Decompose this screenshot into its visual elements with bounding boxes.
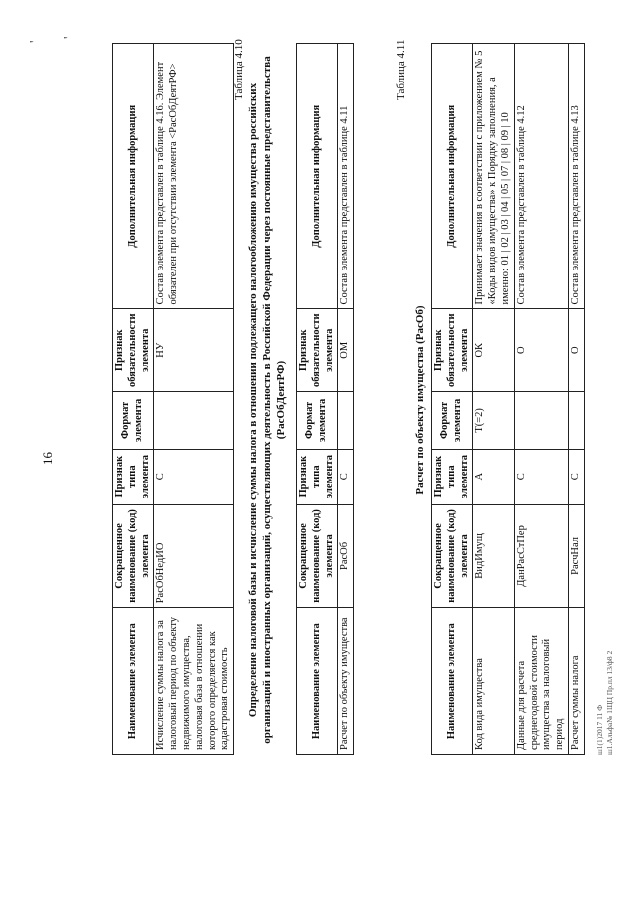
cell: [338, 392, 354, 450]
col-header: Формат элемента: [297, 392, 338, 450]
col-header: Признак обязательности элемента: [432, 309, 473, 392]
col-header: Наименование элемента: [113, 608, 154, 755]
cell: Расчет по объекту имущества: [338, 608, 354, 755]
col-header: Дополнительная информация: [113, 44, 154, 309]
col-header: Признак обязательности элемента: [297, 309, 338, 392]
table-row: [154, 44, 234, 755]
footer-line: ш1(1)2017 11 Ф: [595, 704, 604, 755]
cell: С: [514, 449, 568, 504]
scan-mark: ': [28, 40, 43, 43]
cell: Принимает значения в соответствии с приложением № 5 «Коды видов имущества» к Порядку заполнения, а именно: 01 | 02 | 03 | 04 | 05 | 07 | 08 | 09 | 10: [473, 44, 514, 309]
cell: С: [154, 449, 234, 504]
cell: О: [514, 309, 568, 392]
table-label: Таблица 4.10: [233, 39, 245, 100]
col-header: Признак типа элемента: [432, 449, 473, 504]
cell: Состав элемента представлен в таблице 4.13: [568, 44, 584, 309]
table-4-11: [431, 43, 585, 755]
cell: ДанРасСтПер: [514, 504, 568, 608]
cell: Расчет суммы налога: [568, 608, 584, 755]
cell: РасОбНедИО: [154, 504, 234, 608]
cell: [154, 392, 234, 450]
cell: С: [568, 449, 584, 504]
cell: Код вида имущества: [473, 608, 514, 755]
table-header-row: [432, 44, 473, 755]
cell: Исчисление суммы налога за налоговый период по объекту недвижимого имущества, налоговая база в отношении которого определяется как кадастровая стоимость: [154, 608, 234, 755]
table-header-row: [113, 44, 154, 755]
table-row: [473, 44, 514, 755]
col-header: Признак типа элемента: [297, 449, 338, 504]
table-header-row: [297, 44, 338, 755]
cell: А: [473, 449, 514, 504]
cell: С: [338, 449, 354, 504]
col-header: Сокращенное наименование (код) элемента: [113, 504, 154, 608]
table-continuation: [112, 43, 234, 755]
cell: Состав элемента представлен в таблице 4.16. Элемент обязателен при отсутствии элемента <РасОбДеятРФ>: [154, 44, 234, 309]
scan-mark: ': [62, 36, 77, 39]
cell: РасОб: [338, 504, 354, 608]
col-header: Признак типа элемента: [113, 449, 154, 504]
cell: ОК: [473, 309, 514, 392]
table-heading: Расчет по объекту имущества (РасОб): [414, 305, 426, 495]
page-number: 16: [40, 452, 55, 465]
footer-note: [595, 651, 615, 755]
col-header: Сокращенное наименование (код) элемента: [432, 504, 473, 608]
col-header: Наименование элемента: [432, 608, 473, 755]
cell: ОМ: [338, 309, 354, 392]
cell: ВидИмущ: [473, 504, 514, 608]
col-header: Сокращенное наименование (код) элемента: [297, 504, 338, 608]
table-label: Таблица 4.11: [395, 39, 407, 100]
col-header: Дополнительная информация: [432, 44, 473, 309]
cell: Состав элемента представлен в таблице 4.12: [514, 44, 568, 309]
table-row: [568, 44, 584, 755]
col-header: Наименование элемента: [297, 608, 338, 755]
cell: НУ: [154, 309, 234, 392]
cell: [568, 392, 584, 450]
footer-line: ш1.Альфа№ 1ЩЦ Пр.пл 13/ф8 2: [604, 650, 614, 755]
table-heading: Определение налоговой базы и исчисление суммы налога в отношении подлежащего налогообложению имущества российских организаций и иностранных организаций, осуществляющих деятельность в Российской Федерации через постоянные представительства (РасОбДеятРФ): [247, 56, 287, 744]
cell: Состав элемента представлен в таблице 4.11: [338, 44, 354, 309]
cell: [514, 392, 568, 450]
col-header: Признак обязательности элемента: [113, 309, 154, 392]
table-row: [514, 44, 568, 755]
cell: Т(=2): [473, 392, 514, 450]
col-header: Формат элемента: [432, 392, 473, 450]
cell: РасчНал: [568, 504, 584, 608]
col-header: Дополнительная информация: [297, 44, 338, 309]
cell: Данные для расчета среднегодовой стоимости имущества за налоговый период: [514, 608, 568, 755]
cell: О: [568, 309, 584, 392]
table-4-10: [296, 43, 354, 755]
col-header: Формат элемента: [113, 392, 154, 450]
table-row: [338, 44, 354, 755]
